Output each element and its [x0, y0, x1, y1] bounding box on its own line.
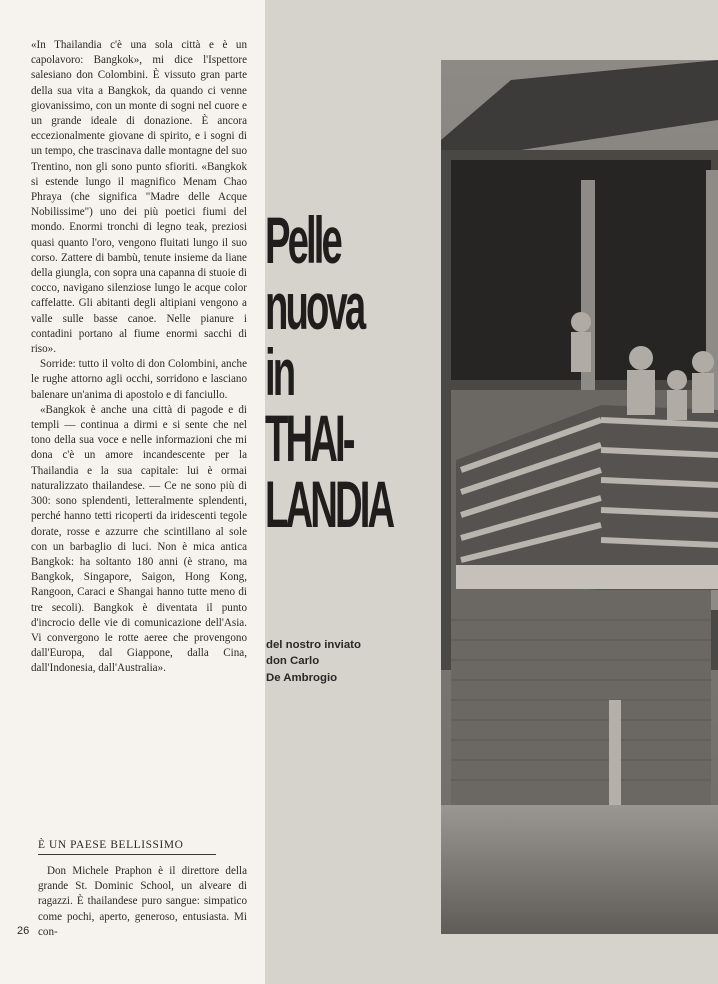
byline-line-2: don Carlo: [266, 655, 320, 668]
paragraph-1-text: «In Thailandia c'è una sola città e è un capolavoro: Bangkok», mi dice l'Ispettore salesiano don Colombini. È vissuto gran parte della sua vita a Bangkok, da quando ci venne giovanissimo, con un monte di sogni nel cuore e un grande ideale di donazione. È ancora eccezionalmente giovane di spirito, e i sogni di un tempo, che trascinava dalle montagne del suo Trentino, non gli sono punto sfioriti. «Bangkok si estende lungo il magnifico Menam Chao Phraya (che significa "Madre delle Acque Nobilissime") uno dei più poetici fiumi del mondo. Enormi tronchi di legno teak, preziosi quasi quanto l'oro, vengono fluitati lungo il suo corso. Zattere di bambù, tenute insieme da liane della giungla, con sopra una capanna di stuoie di cocco, navigano silenziose lungo le acque color caffelatte. Gli abitanti degli altipiani vengono a valle sulle basse canoe. Nelle pianure i contadini portano al fiume enormi sacchi di riso».: [31, 39, 247, 356]
headline-line-4: THAI-: [265, 401, 353, 475]
byline-line-1: del nostro inviato: [266, 639, 361, 651]
pole: [609, 700, 621, 810]
headline-line-3: in: [265, 335, 294, 409]
section-body: [38, 864, 247, 940]
paragraph-3-text: «Bangkok è anche una città di pagode e di templi — continua a dirmi e si sente che nel tono della sua voce e nelle informazioni che mi dona c'è un amore incandescente per la Thailandia e la sua capitale: lui è ormai naturalizzato thailandese. — Ce ne sono più di 300: sono splendenti, letteralmente splendenti, perché hanno tetti ricoperti da iridescenti tegole dorate, rosse e azzurre che scintillano al sole con un barbaglio di luci. Non è mica antica Bangkok: ha soltanto 180 anni (è strano, ma Bangkok, Singapore, Saigon, Hong Kong, Rangoon, Caraci e Shangai hanno tutte meno di tre secoli). Bangkok è diventata il punto d'incrocio delle vie di comunicazione dell'Asia. Vi convergono le rotte aeree che provengono dall'Europa, dal Giappone, dalla Cina, dall'Indonesia, dall'Australia».: [31, 403, 247, 675]
ground: [441, 805, 718, 934]
article-body: [31, 38, 247, 677]
byline-line-3: De Ambrogio: [266, 671, 338, 684]
paragraph-2-text: Sorride: tutto il volto di don Colombini, anche le rughe attorno agli occhi, sorridono e lasciano balenare un'anima di apostolo e di fanciullo.: [31, 358, 247, 401]
section-paragraph: Don Michele Praphon è il direttore della grande St. Dominic School, un alveare di ragazzi. È thailandese puro sangue: simpatico come pochi, aperto, generoso, entusiasta. Mi con-: [38, 865, 247, 938]
photo-icon: [441, 60, 718, 934]
section-heading: È UN PAESE BELLISSIMO: [38, 839, 216, 855]
article-paragraph-3: [31, 403, 247, 677]
photo-illustration: [441, 60, 718, 934]
article-paragraph-1: [31, 38, 247, 357]
headline-line-5: LANDIA: [265, 467, 393, 541]
page-number: 26: [17, 925, 30, 937]
headline-line-2: nuova: [265, 269, 364, 343]
article-paragraph-2: [31, 357, 247, 403]
headline: [265, 203, 393, 541]
headline-line-1: Pelle: [265, 203, 340, 277]
byline: [266, 637, 436, 686]
balcony-floor: [456, 565, 718, 589]
